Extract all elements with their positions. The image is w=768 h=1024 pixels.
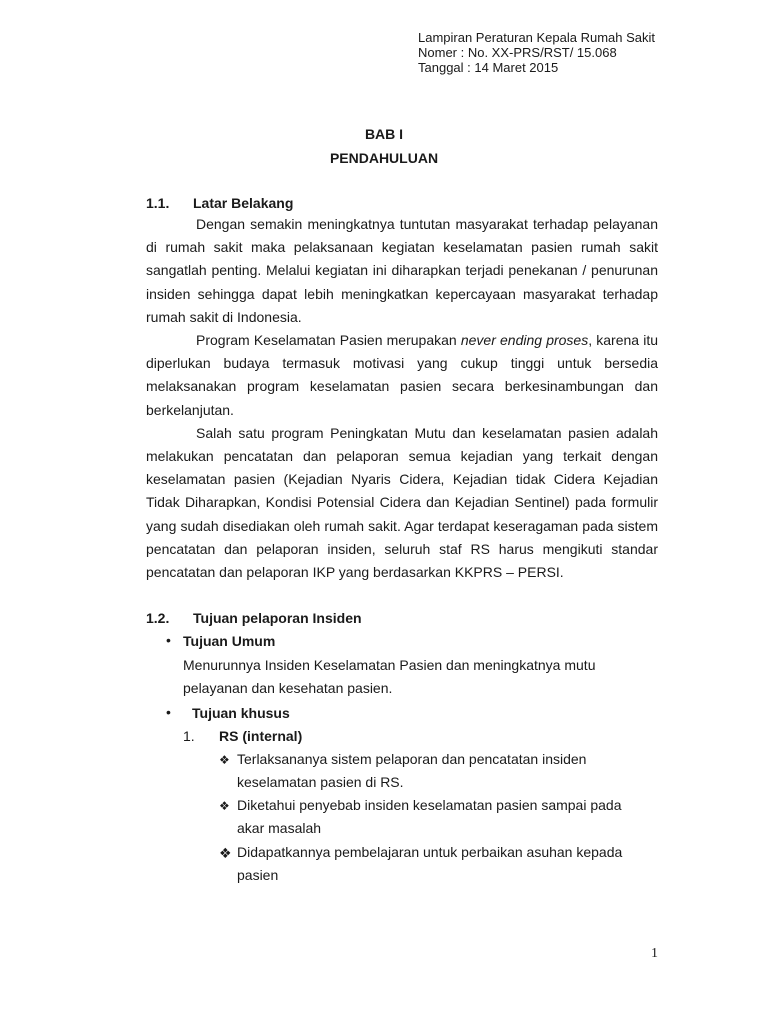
sub-item-1-line-2: keselamatan pasien di RS.	[237, 774, 404, 790]
paragraph-3: Salah satu program Peningkatan Mutu dan keselamatan pasien adalah melakukan pencatatan dan pelaporan semua kejadian yang terkait dengan keselamatan pasien (Kejadian Nyaris Cidera, Kejadian tidak Cidera Kejadian Tidak Diharapkan, Kondisi Potensial Cidera dan Kejadian Sentinel) pada formulir yang sudah disediakan oleh rumah sakit. Agar terdapat keseragaman pada sistem pencatatan dan pelaporan insiden, seluruh staf RS harus mengikuti standar pencatatan dan pelaporan IKP yang berdasarkan KKPRS – PERSI.	[146, 424, 658, 581]
chapter-number: BAB I	[364, 126, 404, 142]
item-1-number: 1.	[183, 728, 195, 744]
page-number: 1	[651, 946, 658, 961]
sub-item-2-line-1: Diketahui penyebab insiden keselamatan pasien sampai pada	[237, 797, 622, 813]
paragraph-2-end: , karena itu diperlukan budaya termasuk motivasi yang cukup tinggi untuk bersedia melaksanakan program keselamatan pasien secara berkesinambungan dan berkelanjutan.	[146, 332, 658, 418]
item-1-title: RS (internal)	[219, 728, 303, 744]
sub-item-1-line-1: Terlaksananya sistem pelaporan dan pencatatan insiden	[237, 751, 587, 767]
sub-item-3-line-1: Didapatkannya pembelajaran untuk perbaikan asuhan kepada	[237, 844, 623, 860]
paragraph-2-start: Program Keselamatan Pasien merupakan	[196, 332, 461, 349]
paragraph-2-italic: never ending proses	[460, 332, 589, 349]
section-1-title: Latar Belakang	[193, 195, 294, 211]
section-1-number: 1.1.	[146, 195, 170, 211]
diamond-bullet-3: ❖	[219, 845, 232, 861]
bullet-umum: •	[166, 632, 171, 648]
paragraph-2	[146, 329, 658, 422]
header-line-1: Lampiran Peraturan Kepala Rumah Sakit	[418, 30, 656, 45]
tujuan-umum-line-1: Menurunnya Insiden Keselamatan Pasien dan meningkatnya mutu	[183, 657, 596, 673]
chapter-title: PENDAHULUAN	[329, 150, 439, 166]
diamond-bullet-2: ❖	[219, 799, 230, 813]
paragraph-1: Dengan semakin meningkatnya tuntutan masyarakat terhadap pelayanan di rumah sakit maka pelaksanaan kegiatan keselamatan pasien rumah sakit sangatlah penting. Melalui kegiatan ini diharapkan terjadi penekanan / penurunan insiden sehingga dapat lebih meningkatkan kepercayaan masyarakat terhadap rumah sakit di Indonesia.	[146, 216, 658, 325]
tujuan-umum-title: Tujuan Umum	[183, 633, 276, 649]
document-header	[418, 30, 655, 75]
sub-item-3-line-2: pasien	[237, 867, 279, 883]
header-line-3: Tanggal : 14 Maret 2015	[418, 60, 559, 75]
section-2-title: Tujuan pelaporan Insiden	[193, 610, 362, 626]
section-1-body	[146, 213, 658, 584]
sub-item-2-line-2: akar masalah	[237, 820, 322, 836]
tujuan-khusus-title: Tujuan khusus	[192, 705, 290, 721]
bullet-khusus: •	[166, 704, 171, 720]
section-2-number: 1.2.	[146, 610, 170, 626]
diamond-bullet-1: ❖	[219, 753, 230, 767]
tujuan-umum-line-2: pelayanan dan kesehatan pasien.	[183, 680, 393, 696]
header-line-2: Nomer : No. XX-PRS/RST/ 15.068	[418, 45, 617, 60]
